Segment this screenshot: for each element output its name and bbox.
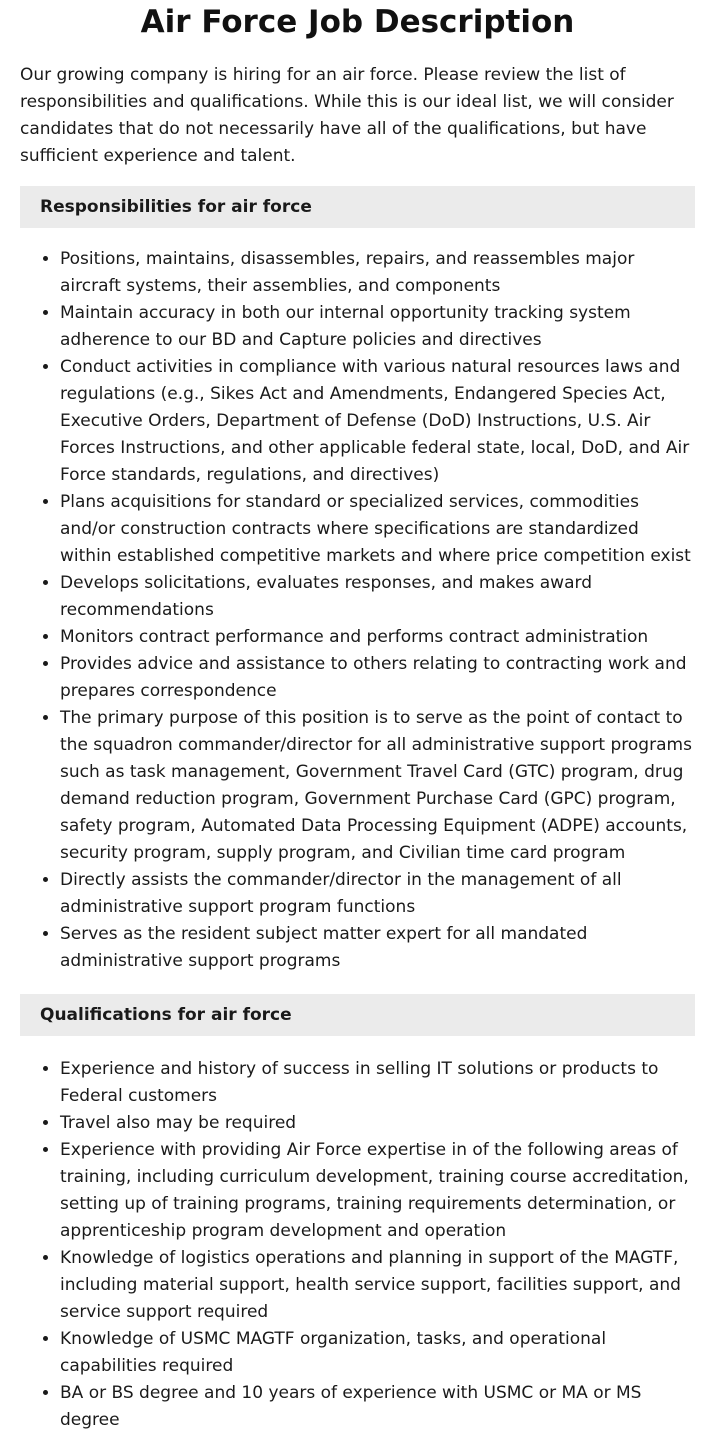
list-item: • The primary purpose of this position is to serve as the point of contact to the squadron commander/director for all administrative support programs such as task management, Government Travel Card (GTC) program, drug demand reduction program, Government Purchase Card (GPC) program, safety program, Automated Data Processing Equipment (ADPE) accounts, security program, supply program, and Civilian time card program [60,705,695,867]
list-item: • Serves as the resident subject matter expert for all mandated administrative support programs [60,921,695,975]
list-item: • Experience with providing Air Force expertise in of the following areas of training, including curriculum development, training course accreditation, setting up of training programs, training requirements determination, or apprenticeship program development and operation [60,1137,695,1245]
list-item: • Experience and history of success in selling IT solutions or products to Federal customers [60,1056,695,1110]
list-item: • Knowledge of USMC MAGTF organization, tasks, and operational capabilities required [60,1326,695,1380]
list-item: • Directly assists the commander/director in the management of all administrative support program functions [60,867,695,921]
responsibilities-list [20,246,695,975]
page-title: Air Force Job Description [140,4,575,40]
qualifications-heading: Qualifications for air force [20,994,695,1036]
list-item: • Monitors contract performance and performs contract administration [60,624,695,651]
list-item: • Plans acquisitions for standard or specialized services, commodities and/or construction contracts where specifications are standardized within established competitive markets and where price competition exist [60,489,695,570]
list-item: • Provides advice and assistance to others relating to contracting work and prepares correspondence [60,651,695,705]
list-item: • Conduct activities in compliance with various natural resources laws and regulations (e.g., Sikes Act and Amendments, Endangered Species Act, Executive Orders, Department of Defense (DoD) Instructions, U.S. Air Forces Instructions, and other applicable federal state, local, DoD, and Air Force standards, regulations, and directives) [60,354,695,489]
qualifications-list [20,1056,695,1434]
list-item: • Positions, maintains, disassembles, repairs, and reassembles major aircraft systems, their assemblies, and components [60,246,695,300]
responsibilities-heading: Responsibilities for air force [20,186,695,228]
list-item: • Maintain accuracy in both our internal opportunity tracking system adherence to our BD and Capture policies and directives [60,300,695,354]
list-item: • BA or BS degree and 10 years of experience with USMC or MA or MS degree [60,1380,695,1434]
intro-paragraph: Our growing company is hiring for an air force. Please review the list of responsibilities and qualifications. While this is our ideal list, we will consider candidates that do not necessarily have all of the qualifications, but have sufficient experience and talent. [20,65,674,166]
list-item: • Travel also may be required [60,1110,695,1137]
list-item: • Develops solicitations, evaluates responses, and makes award recommendations [60,570,695,624]
list-item: • Knowledge of logistics operations and planning in support of the MAGTF, including material support, health service support, facilities support, and service support required [60,1245,695,1326]
